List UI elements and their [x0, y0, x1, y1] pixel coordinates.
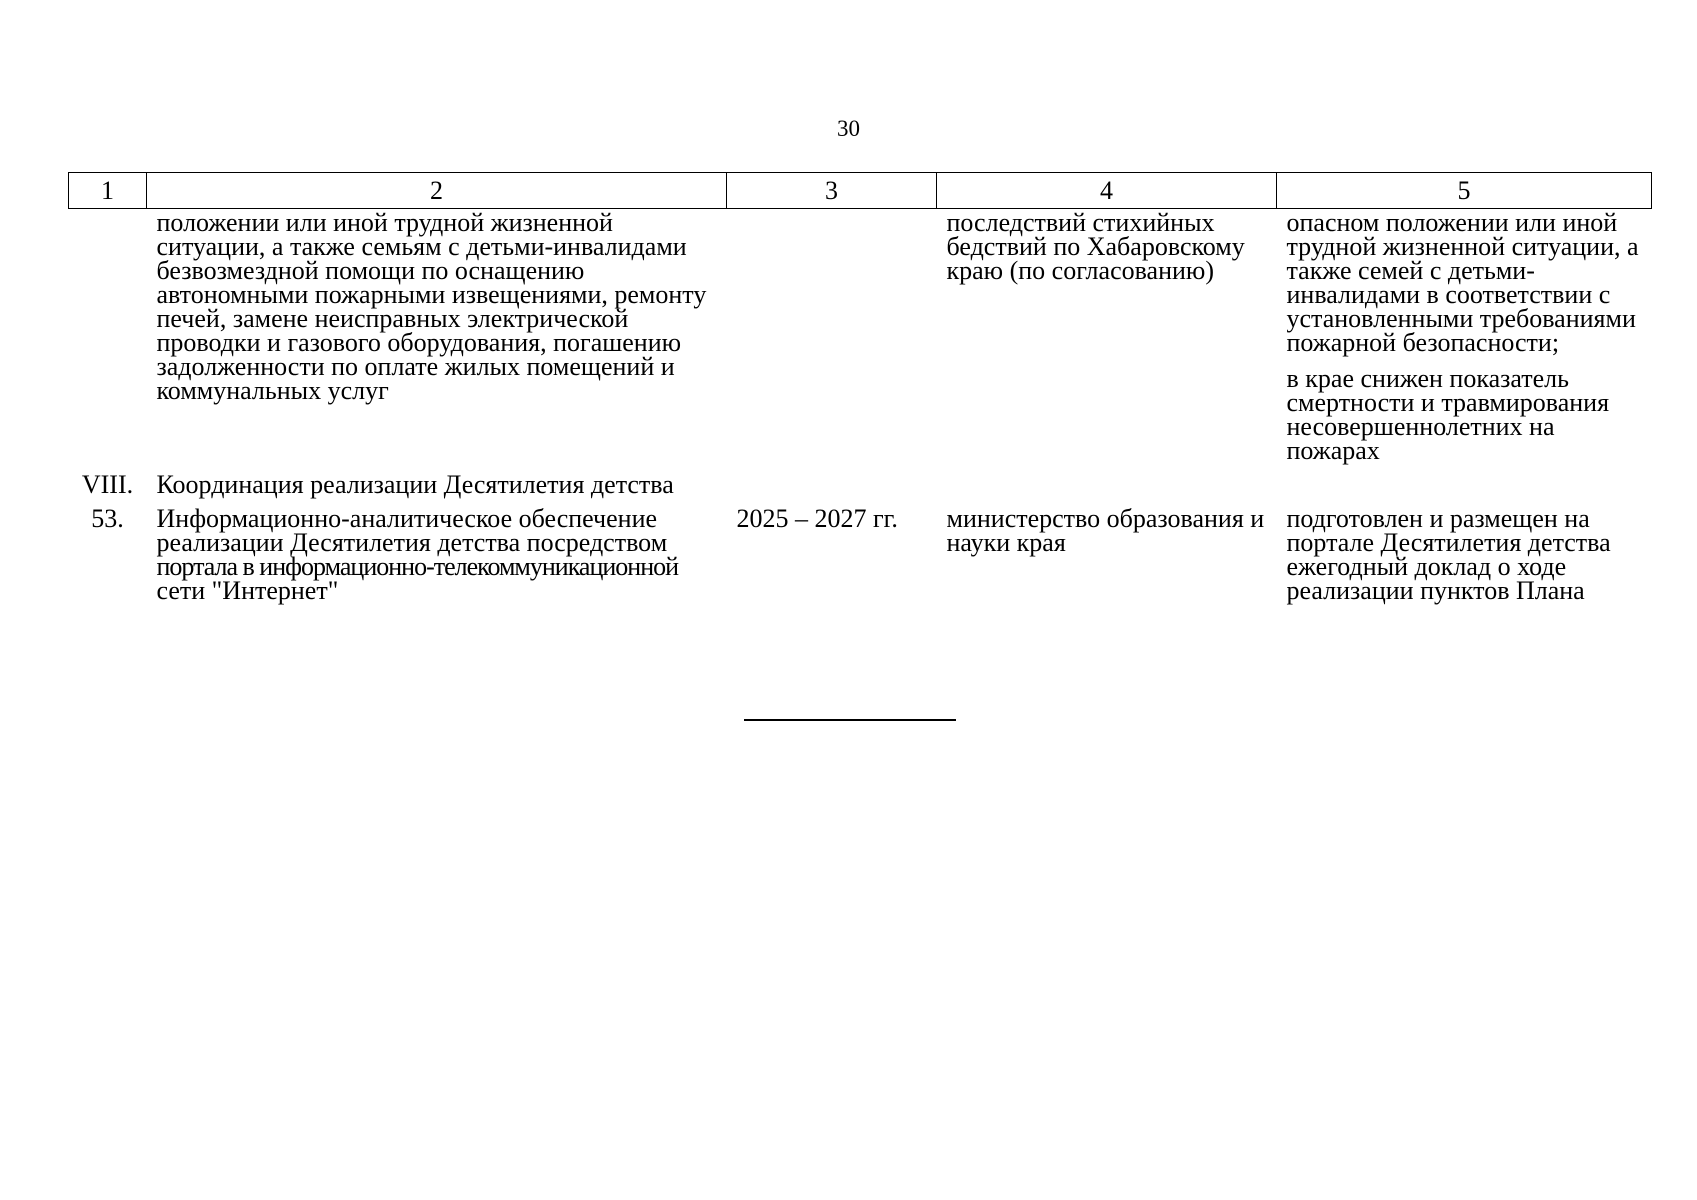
description-line: реализации Десятилетия детства посредством: [156, 528, 668, 557]
header-col-2: 2: [147, 173, 727, 209]
item-result: подготовлен и размещен на портале Десятилетия детства ежегодный доклад о ходе реализации пунктов Плана: [1286, 504, 1611, 605]
cell-result: [1277, 209, 1652, 474]
header-col-1: 1: [69, 173, 147, 209]
cell-responsible: последствий стихийных бедствий по Хабаровскому краю (по согласованию): [946, 208, 1245, 285]
section-title: Координация реализации Десятилетия детства: [156, 470, 674, 499]
cell-measure: положении или иной трудной жизненной ситуации, а также семьям с детьми-инвалидами безвозмездной помощи по оснащению автономными пожарными извещениями, ремонту печей, замене неисправных электрической проводки и газового оборудования, погашению задолженности по оплате жилых помещений и коммунальных услуг: [156, 208, 707, 405]
table-row-section: [69, 473, 1652, 507]
description-line: портала в информационно-телекоммуникационной: [156, 552, 679, 581]
description-line: сети "Интернет": [156, 576, 339, 605]
header-col-5: 5: [1277, 173, 1652, 209]
plan-table: [68, 172, 1652, 603]
header-col-3: 3: [727, 173, 937, 209]
item-period: 2025 – 2027 гг.: [736, 504, 898, 533]
cell-period: [727, 209, 937, 474]
table-row-continuation: [69, 209, 1652, 474]
table-body: [69, 209, 1652, 604]
table-row-item: [69, 507, 1652, 603]
cell-number: [69, 209, 147, 474]
item-responsible: министерство образования и науки края: [946, 504, 1265, 557]
item-number: 53.: [91, 504, 124, 533]
result-paragraph: в крае снижен показатель смертности и травмирования несовершеннолетних на пожарах: [1286, 364, 1610, 465]
header-row: [69, 173, 1652, 209]
end-divider-line: [744, 719, 956, 721]
result-paragraph: опасном положении или иной трудной жизненной ситуации, а также семей с детьми-инвалидами в соответствии с установленными требованиями пожарной безопасности;: [1286, 208, 1639, 357]
header-col-4: 4: [937, 173, 1277, 209]
table-header: [69, 173, 1652, 209]
item-description: [147, 504, 727, 605]
page-number: 30: [837, 116, 860, 141]
description-line: Информационно-аналитическое обеспечение: [156, 504, 658, 533]
section-number: VIII.: [81, 470, 134, 499]
